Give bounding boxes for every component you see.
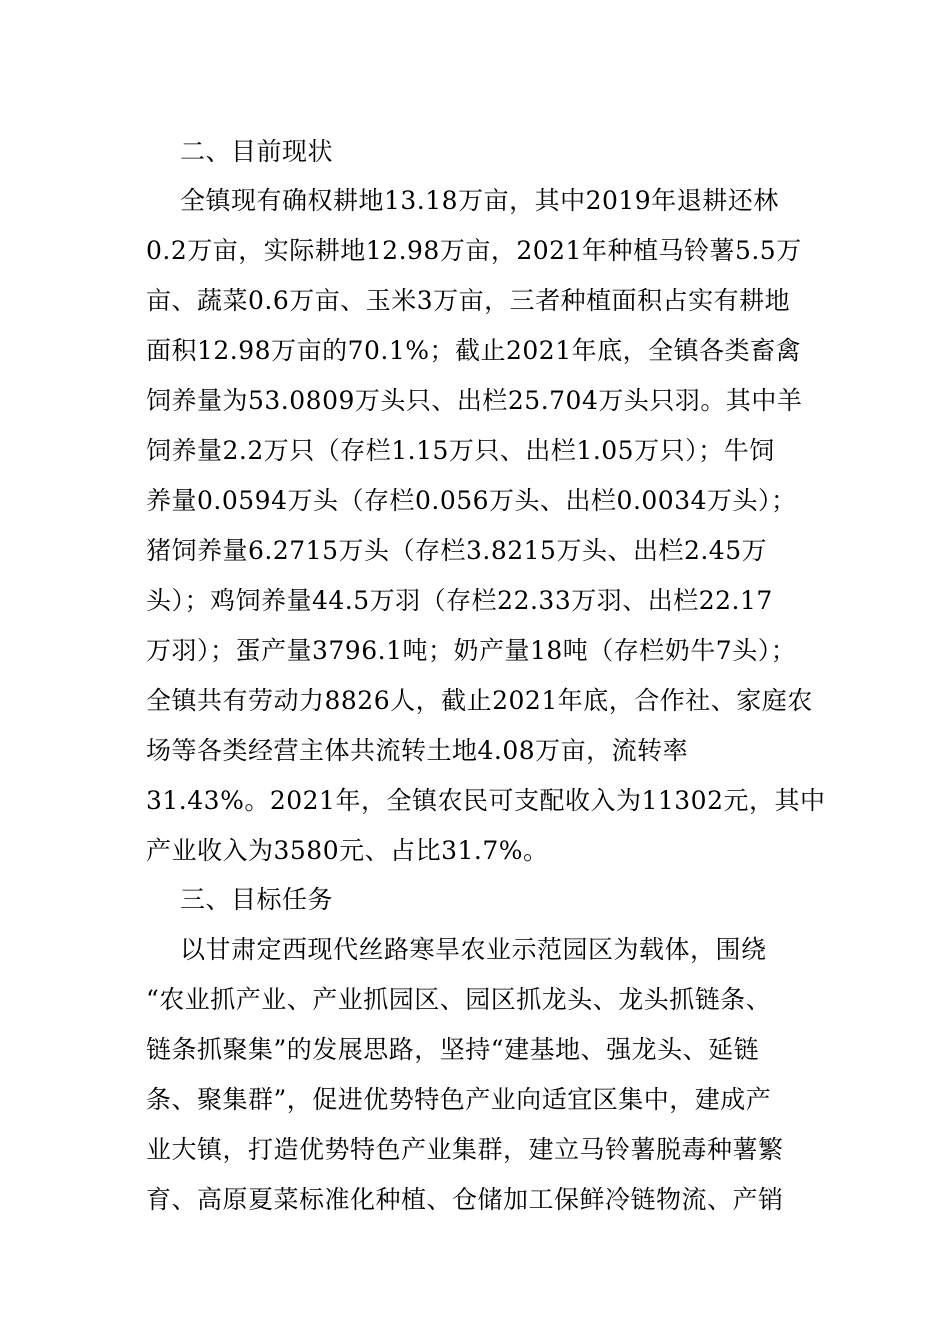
- paragraph-line: 场等各类经营主体共流转土地4.08万亩，流转率: [146, 736, 689, 765]
- paragraph-line: 饲养量2.2万只（存栏1.15万只、出栏1.05万只）；牛饲: [146, 436, 775, 465]
- paragraph-line: 亩、蔬菜0.6万亩、玉米3万亩，三者种植面积占实有耕地: [146, 286, 791, 315]
- paragraph-line: 全镇现有确权耕地13.18万亩，其中2019年退耕还林: [180, 186, 779, 215]
- paragraph-line: 头）；鸡饲养量44.5万羽（存栏22.33万羽、出栏22.17: [146, 586, 773, 615]
- paragraph-line: 养量0.0594万头（存栏0.056万头、出栏0.0034万头）；: [146, 486, 797, 515]
- paragraph-line: 业大镇，打造优势特色产业集群，建立马铃薯脱毒种薯繁: [146, 1135, 784, 1164]
- paragraph-line: 全镇共有劳动力8826人，截止2021年底，合作社、家庭农: [146, 686, 813, 715]
- paragraph-line: 以甘肃定西现代丝路寒旱农业示范园区为载体，围绕: [180, 935, 767, 964]
- paragraph-line: 产业收入为3580元、占比31.7%。: [146, 836, 549, 865]
- paragraph-line: 链条抓聚集”的发展思路，坚持“建基地、强龙头、延链: [146, 1035, 760, 1064]
- paragraph-line: 条、聚集群”，促进优势特色产业向适宜区集中，建成产: [146, 1085, 772, 1114]
- section-heading-target-tasks: 三、目标任务: [180, 885, 334, 914]
- paragraph-line: 31.43%。2021年，全镇农民可支配收入为11302元，其中: [146, 786, 826, 815]
- paragraph-line: 猪饲养量6.2715万头（存栏3.8215万头、出栏2.45万: [146, 536, 768, 565]
- paragraph-line: 饲养量为53.0809万头只、出栏25.704万头只羽。其中羊: [146, 386, 803, 415]
- paragraph-line: 万羽）；蛋产量3796.1吨；奶产量18吨（存栏奶牛7头）；: [146, 636, 797, 665]
- paragraph-line: 0.2万亩，实际耕地12.98万亩，2021年种植马铃薯5.5万: [146, 236, 802, 265]
- paragraph-line: 育、高原夏菜标准化种植、仓储加工保鲜冷链物流、产销: [146, 1185, 784, 1214]
- section-heading-current-status: 二、目前现状: [180, 137, 334, 166]
- paragraph-line: 面积12.98万亩的70.1%；截止2021年底，全镇各类畜禽: [146, 336, 802, 365]
- paragraph-line: “农业抓产业、产业抓园区、园区抓龙头、龙头抓链条、: [146, 985, 772, 1014]
